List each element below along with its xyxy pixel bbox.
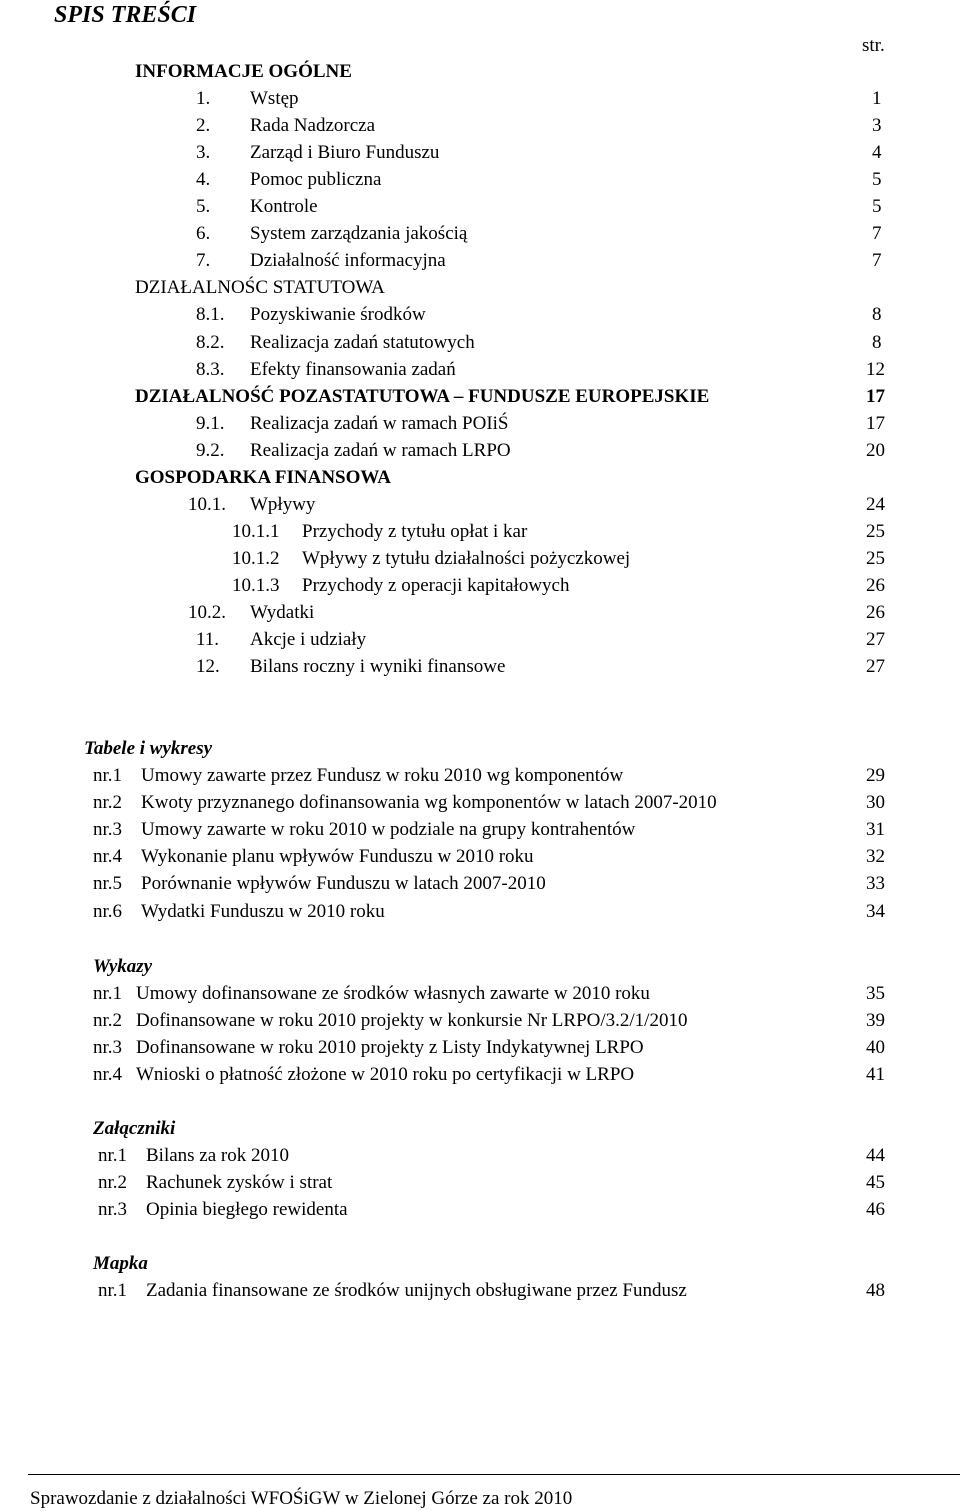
toc-subitem-number: 10.1.2 bbox=[232, 548, 280, 569]
list-item bbox=[0, 789, 960, 816]
toc-page-number: 27 bbox=[866, 656, 885, 677]
list-item-page: 32 bbox=[866, 846, 885, 867]
page-column-label: str. bbox=[862, 35, 885, 56]
list-item-title: Zadania finansowane ze środków unijnych obsługiwane przez Fundusz bbox=[146, 1280, 687, 1301]
list-item bbox=[0, 816, 960, 843]
attachments-heading: Załączniki bbox=[93, 1118, 176, 1139]
list-item-page: 34 bbox=[866, 901, 885, 922]
toc-section-title: GOSPODARKA FINANSOWA bbox=[135, 467, 391, 488]
toc-page-number: 4 bbox=[872, 142, 882, 163]
toc-subitem-title: Przychody z operacji kapitałowych bbox=[302, 575, 570, 596]
toc-item-title: Wydatki bbox=[250, 602, 315, 623]
toc-item-title: Pomoc publiczna bbox=[250, 169, 382, 190]
list-item bbox=[0, 1007, 960, 1034]
toc-entry bbox=[0, 301, 960, 328]
list-item-number: nr.6 bbox=[93, 901, 123, 922]
toc-subitem-title: Wpływy z tytułu działalności pożyczkowej bbox=[302, 548, 631, 569]
list-item-title: Wykonanie planu wpływów Funduszu w 2010 roku bbox=[141, 846, 534, 867]
toc-item-number: 2. bbox=[196, 115, 211, 136]
list-item bbox=[0, 980, 960, 1007]
toc-entry bbox=[0, 491, 960, 518]
toc-entry bbox=[0, 518, 960, 545]
list-item-number: nr.3 bbox=[98, 1199, 128, 1220]
list-item-page: 31 bbox=[866, 819, 885, 840]
list-item-number: nr.5 bbox=[93, 873, 123, 894]
toc-page-number: 3 bbox=[872, 115, 882, 136]
toc-item-title: Bilans roczny i wyniki finansowe bbox=[250, 656, 506, 677]
list-item-page: 35 bbox=[866, 983, 885, 1004]
list-item-title: Umowy zawarte w roku 2010 w podziale na grupy kontrahentów bbox=[141, 819, 636, 840]
toc-entry bbox=[0, 193, 960, 220]
toc-item-number: 1. bbox=[196, 88, 211, 109]
toc-item-number: 6. bbox=[196, 223, 211, 244]
toc-page-number: 12 bbox=[866, 359, 885, 380]
list-item-page: 46 bbox=[866, 1199, 885, 1220]
list-item bbox=[0, 1034, 960, 1061]
list-item-number: nr.4 bbox=[93, 846, 123, 867]
list-item-title: Dofinansowane w roku 2010 projekty w konkursie Nr LRPO/3.2/1/2010 bbox=[136, 1010, 688, 1031]
toc-item-title: Rada Nadzorcza bbox=[250, 115, 376, 136]
toc-item-number: 8.1. bbox=[196, 304, 225, 325]
list-item bbox=[0, 843, 960, 870]
list-item bbox=[0, 1169, 960, 1196]
tables-heading: Tabele i wykresy bbox=[84, 738, 213, 759]
list-item-number: nr.1 bbox=[93, 765, 123, 786]
toc-item-number: 4. bbox=[196, 169, 211, 190]
toc-item-title: Kontrole bbox=[250, 196, 318, 217]
toc-item-title: Efekty finansowania zadań bbox=[250, 359, 456, 380]
toc-item-number: 9.2. bbox=[196, 440, 225, 461]
list-item-page: 48 bbox=[866, 1280, 885, 1301]
toc-entry bbox=[0, 58, 960, 85]
page-footer: Sprawozdanie z działalności WFOŚiGW w Zielonej Górze za rok 2010 bbox=[30, 1488, 573, 1509]
toc-entry bbox=[0, 85, 960, 112]
list-item bbox=[0, 762, 960, 789]
toc-entry bbox=[0, 437, 960, 464]
toc-entry bbox=[0, 599, 960, 626]
toc-entry bbox=[0, 139, 960, 166]
toc-entry bbox=[0, 112, 960, 139]
toc-entry bbox=[0, 247, 960, 274]
toc-page-number: 25 bbox=[866, 521, 885, 542]
toc-item-title: Akcje i udziały bbox=[250, 629, 367, 650]
toc-item-title: Realizacja zadań w ramach LRPO bbox=[250, 440, 511, 461]
toc-page-number: 8 bbox=[872, 332, 882, 353]
toc-item-number: 12. bbox=[196, 656, 220, 677]
list-item-number: nr.4 bbox=[93, 1064, 123, 1085]
toc-entry bbox=[0, 356, 960, 383]
list-item-number: nr.2 bbox=[93, 1010, 123, 1031]
toc-page-number: 7 bbox=[872, 250, 882, 271]
toc-page-number: 27 bbox=[866, 629, 885, 650]
toc-item-number: 10.2. bbox=[188, 602, 226, 623]
toc-entry bbox=[0, 626, 960, 653]
list-item-number: nr.1 bbox=[98, 1280, 128, 1301]
toc-entry bbox=[0, 410, 960, 437]
toc-page-number: 17 bbox=[866, 386, 885, 407]
list-item-page: 45 bbox=[866, 1172, 885, 1193]
toc-section-title: INFORMACJE OGÓLNE bbox=[135, 61, 352, 82]
toc-subitem-number: 10.1.1 bbox=[232, 521, 280, 542]
toc-page-number: 20 bbox=[866, 440, 885, 461]
list-item bbox=[0, 1061, 960, 1088]
toc-entry bbox=[0, 166, 960, 193]
toc-item-title: Działalność informacyjna bbox=[250, 250, 446, 271]
list-item-title: Opinia biegłego rewidenta bbox=[146, 1199, 348, 1220]
toc-item-title: Realizacja zadań statutowych bbox=[250, 332, 475, 353]
toc-section-title: DZIAŁALNOŚC STATUTOWA bbox=[135, 277, 385, 298]
toc-page-number: 5 bbox=[872, 169, 882, 190]
list-item-page: 41 bbox=[866, 1064, 885, 1085]
toc-item-number: 7. bbox=[196, 250, 211, 271]
list-item-page: 39 bbox=[866, 1010, 885, 1031]
toc-item-number: 8.3. bbox=[196, 359, 225, 380]
list-item-title: Porównanie wpływów Funduszu w latach 2007-2010 bbox=[141, 873, 546, 894]
toc-page-number: 24 bbox=[866, 494, 885, 515]
toc-item-title: Zarząd i Biuro Funduszu bbox=[250, 142, 440, 163]
list-item-number: nr.3 bbox=[93, 819, 123, 840]
toc-item-title: Wstęp bbox=[250, 88, 299, 109]
toc-item-title: Realizacja zadań w ramach POIiŚ bbox=[250, 413, 509, 434]
list-item-title: Umowy dofinansowane ze środków własnych zawarte w 2010 roku bbox=[136, 983, 650, 1004]
list-item-page: 30 bbox=[866, 792, 885, 813]
list-item-number: nr.3 bbox=[93, 1037, 123, 1058]
list-item-title: Wydatki Funduszu w 2010 roku bbox=[141, 901, 385, 922]
toc-item-number: 9.1. bbox=[196, 413, 225, 434]
toc-item-number: 3. bbox=[196, 142, 211, 163]
toc-entry bbox=[0, 220, 960, 247]
list-item bbox=[0, 1196, 960, 1223]
list-item bbox=[0, 870, 960, 897]
toc-subitem-title: Przychody z tytułu opłat i kar bbox=[302, 521, 528, 542]
toc-entry bbox=[0, 383, 960, 410]
toc-page-number: 17 bbox=[866, 413, 885, 434]
toc-page-number: 8 bbox=[872, 304, 882, 325]
footer-divider bbox=[28, 1474, 960, 1475]
list-item-number: nr.2 bbox=[98, 1172, 128, 1193]
list-item-number: nr.1 bbox=[98, 1145, 128, 1166]
toc-page-number: 1 bbox=[872, 88, 882, 109]
toc-entry bbox=[0, 329, 960, 356]
toc-page-number: 25 bbox=[866, 548, 885, 569]
toc-page-number: 5 bbox=[872, 196, 882, 217]
toc-page-number: 7 bbox=[872, 223, 882, 244]
list-item-title: Bilans za rok 2010 bbox=[146, 1145, 290, 1166]
toc-page-number: 26 bbox=[866, 575, 885, 596]
list-item-title: Kwoty przyznanego dofinansowania wg komponentów w latach 2007-2010 bbox=[141, 792, 717, 813]
toc-entry bbox=[0, 274, 960, 301]
toc-entry bbox=[0, 653, 960, 680]
list-item-title: Rachunek zysków i strat bbox=[146, 1172, 333, 1193]
toc-item-number: 8.2. bbox=[196, 332, 225, 353]
list-item-title: Wnioski o płatność złożone w 2010 roku po certyfikacji w LRPO bbox=[136, 1064, 635, 1085]
list-item-page: 29 bbox=[866, 765, 885, 786]
toc-section-title: DZIAŁALNOŚĆ POZASTATUTOWA – FUNDUSZE EUROPEJSKIE bbox=[135, 386, 710, 407]
list-item-page: 33 bbox=[866, 873, 885, 894]
list-item bbox=[0, 1142, 960, 1169]
map-heading: Mapka bbox=[93, 1253, 148, 1274]
toc-item-number: 11. bbox=[196, 629, 220, 650]
list-item-number: nr.2 bbox=[93, 792, 123, 813]
list-item bbox=[0, 898, 960, 925]
lists-heading: Wykazy bbox=[93, 956, 153, 977]
toc-entry bbox=[0, 545, 960, 572]
list-item-title: Dofinansowane w roku 2010 projekty z Listy Indykatywnej LRPO bbox=[136, 1037, 644, 1058]
page-title: SPIS TREŚCI bbox=[54, 2, 197, 28]
toc-subitem-number: 10.1.3 bbox=[232, 575, 280, 596]
toc-entry bbox=[0, 464, 960, 491]
toc-item-title: System zarządzania jakością bbox=[250, 223, 468, 244]
toc-entry bbox=[0, 572, 960, 599]
list-item-title: Umowy zawarte przez Fundusz w roku 2010 wg komponentów bbox=[141, 765, 624, 786]
list-item-number: nr.1 bbox=[93, 983, 123, 1004]
list-item-page: 40 bbox=[866, 1037, 885, 1058]
list-item bbox=[0, 1277, 960, 1304]
toc-item-number: 10.1. bbox=[188, 494, 226, 515]
list-item-page: 44 bbox=[866, 1145, 885, 1166]
toc-page-number: 26 bbox=[866, 602, 885, 623]
toc-item-title: Wpływy bbox=[250, 494, 316, 515]
toc-item-number: 5. bbox=[196, 196, 211, 217]
toc-item-title: Pozyskiwanie środków bbox=[250, 304, 426, 325]
